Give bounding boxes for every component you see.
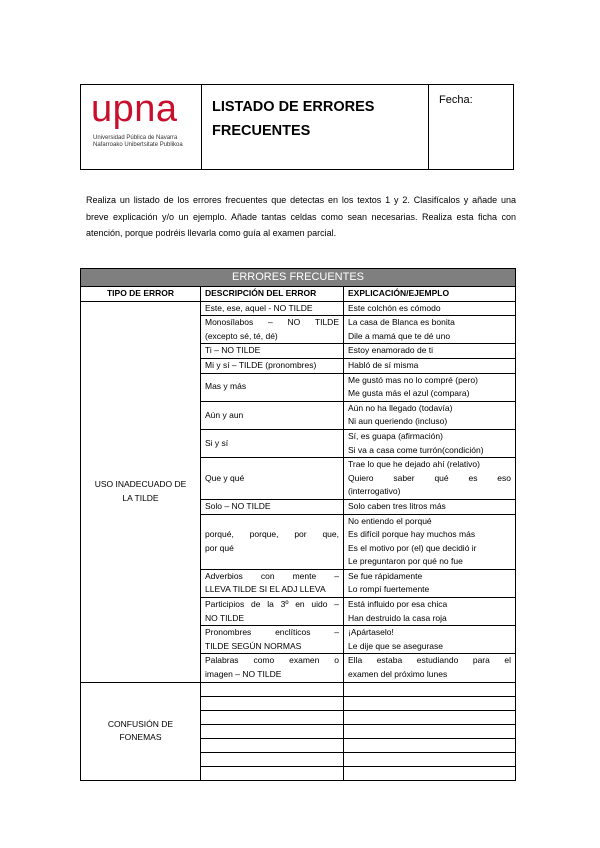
description-cell: Monosílabos – NO TILDE (excepto sé, té, dé) xyxy=(201,316,344,344)
empty-cell xyxy=(344,682,516,696)
example-cell: Sí, es guapa (afirmación) Si va a casa come turrón(condición) xyxy=(344,429,516,457)
errors-table xyxy=(80,268,516,781)
title-cell xyxy=(202,85,429,170)
example-cell: La casa de Blanca es bonita Dile a mamá que te dé uno xyxy=(344,316,516,344)
table-row xyxy=(81,301,516,316)
example-cell: Se fue rápidamente Lo rompí fuertemente xyxy=(344,569,516,597)
example-cell: Ella estaba estudiando para el examen del próximo lunes xyxy=(344,654,516,682)
description-cell: Si y sí xyxy=(201,429,344,457)
header-table xyxy=(80,84,514,170)
logo-subtitle: Universidad Pública de Navarra Nafarroako Unibertsitate Publikoa xyxy=(93,135,183,148)
example-cell: Me gustó mas no lo compré (pero) Me gusta más el azul (compara) xyxy=(344,373,516,401)
empty-cell xyxy=(201,682,344,696)
empty-cell xyxy=(344,710,516,724)
description-cell: Aún y aun xyxy=(201,401,344,429)
intro-paragraph: Realiza un listado de los errores frecuentes que detectas en los textos 1 y 2. Clasifícalos y añade una breve explicación y/o un ejemplo. Añade tantas celdas como sean necesarias. Realiza esta ficha con atención, porque podréis llevarla como guía al examen parcial. xyxy=(86,195,516,238)
empty-cell xyxy=(344,724,516,738)
empty-cell xyxy=(201,752,344,766)
date-field xyxy=(429,85,514,170)
logo-cell xyxy=(81,85,202,170)
description-cell: Mi y sí – TILDE (pronombres) xyxy=(201,358,344,373)
table-title: ERRORES FRECUENTES xyxy=(81,269,516,287)
description-cell: Participios de la 3º en uido – NO TILDE xyxy=(201,598,344,626)
column-header-explanation: EXPLICACIÓN/EJEMPLO xyxy=(344,287,516,302)
example-cell: ¡Apártaselo! Le dije que se asegurase xyxy=(344,626,516,654)
example-cell: Aún no ha llegado (todavía) Ni aun queriendo (incluso) xyxy=(344,401,516,429)
example-cell: No entiendo el porqué Es difícil porque hay muchos más Es el motivo por (el) que decidió ir Le preguntaron por qué no fue xyxy=(344,514,516,569)
empty-cell xyxy=(344,752,516,766)
empty-cell xyxy=(201,710,344,724)
example-cell: Este colchón es cómodo xyxy=(344,301,516,316)
document-title: LISTADO DE ERRORES FRECUENTES xyxy=(212,99,375,139)
description-cell: Palabras como examen o imagen – NO TILDE xyxy=(201,654,344,682)
description-cell: Adverbios con mente – LLEVA TILDE SI EL ADJ LLEVA xyxy=(201,569,344,597)
description-cell: Este, ese, aquel - NO TILDE xyxy=(201,301,344,316)
description-cell: Solo – NO TILDE xyxy=(201,499,344,514)
date-label: Fecha: xyxy=(439,94,473,106)
example-cell: Trae lo que he dejado ahí (relativo) Quiero saber qué es eso (interrogativo) xyxy=(344,458,516,500)
empty-cell xyxy=(201,696,344,710)
empty-cell xyxy=(344,696,516,710)
category-phoneme-confusion: CONFUSIÓN DE FONEMAS xyxy=(81,682,201,780)
description-cell: porqué, porque, por que, por qué xyxy=(201,514,344,569)
column-header-description: DESCRIPCIÓN DEL ERROR xyxy=(201,287,344,302)
example-cell: Estoy enamorado de ti xyxy=(344,344,516,359)
category-accent-misuse: USO INADECUADO DE LA TILDE xyxy=(81,301,201,682)
example-cell: Está influido por esa chica Han destruido la casa roja xyxy=(344,598,516,626)
empty-cell xyxy=(344,766,516,780)
empty-cell xyxy=(201,724,344,738)
empty-cell xyxy=(201,766,344,780)
example-cell: Solo caben tres litros más xyxy=(344,499,516,514)
example-cell: Habló de sí misma xyxy=(344,358,516,373)
empty-row xyxy=(81,682,516,696)
description-cell: Pronombres enclíticos – TILDE SEGÚN NORMAS xyxy=(201,626,344,654)
description-cell: Mas y más xyxy=(201,373,344,401)
empty-cell xyxy=(201,738,344,752)
description-cell: Ti – NO TILDE xyxy=(201,344,344,359)
column-header-type: TIPO DE ERROR xyxy=(81,287,201,302)
empty-cell xyxy=(344,738,516,752)
upna-logo: upna xyxy=(91,88,178,130)
description-cell: Que y qué xyxy=(201,458,344,500)
